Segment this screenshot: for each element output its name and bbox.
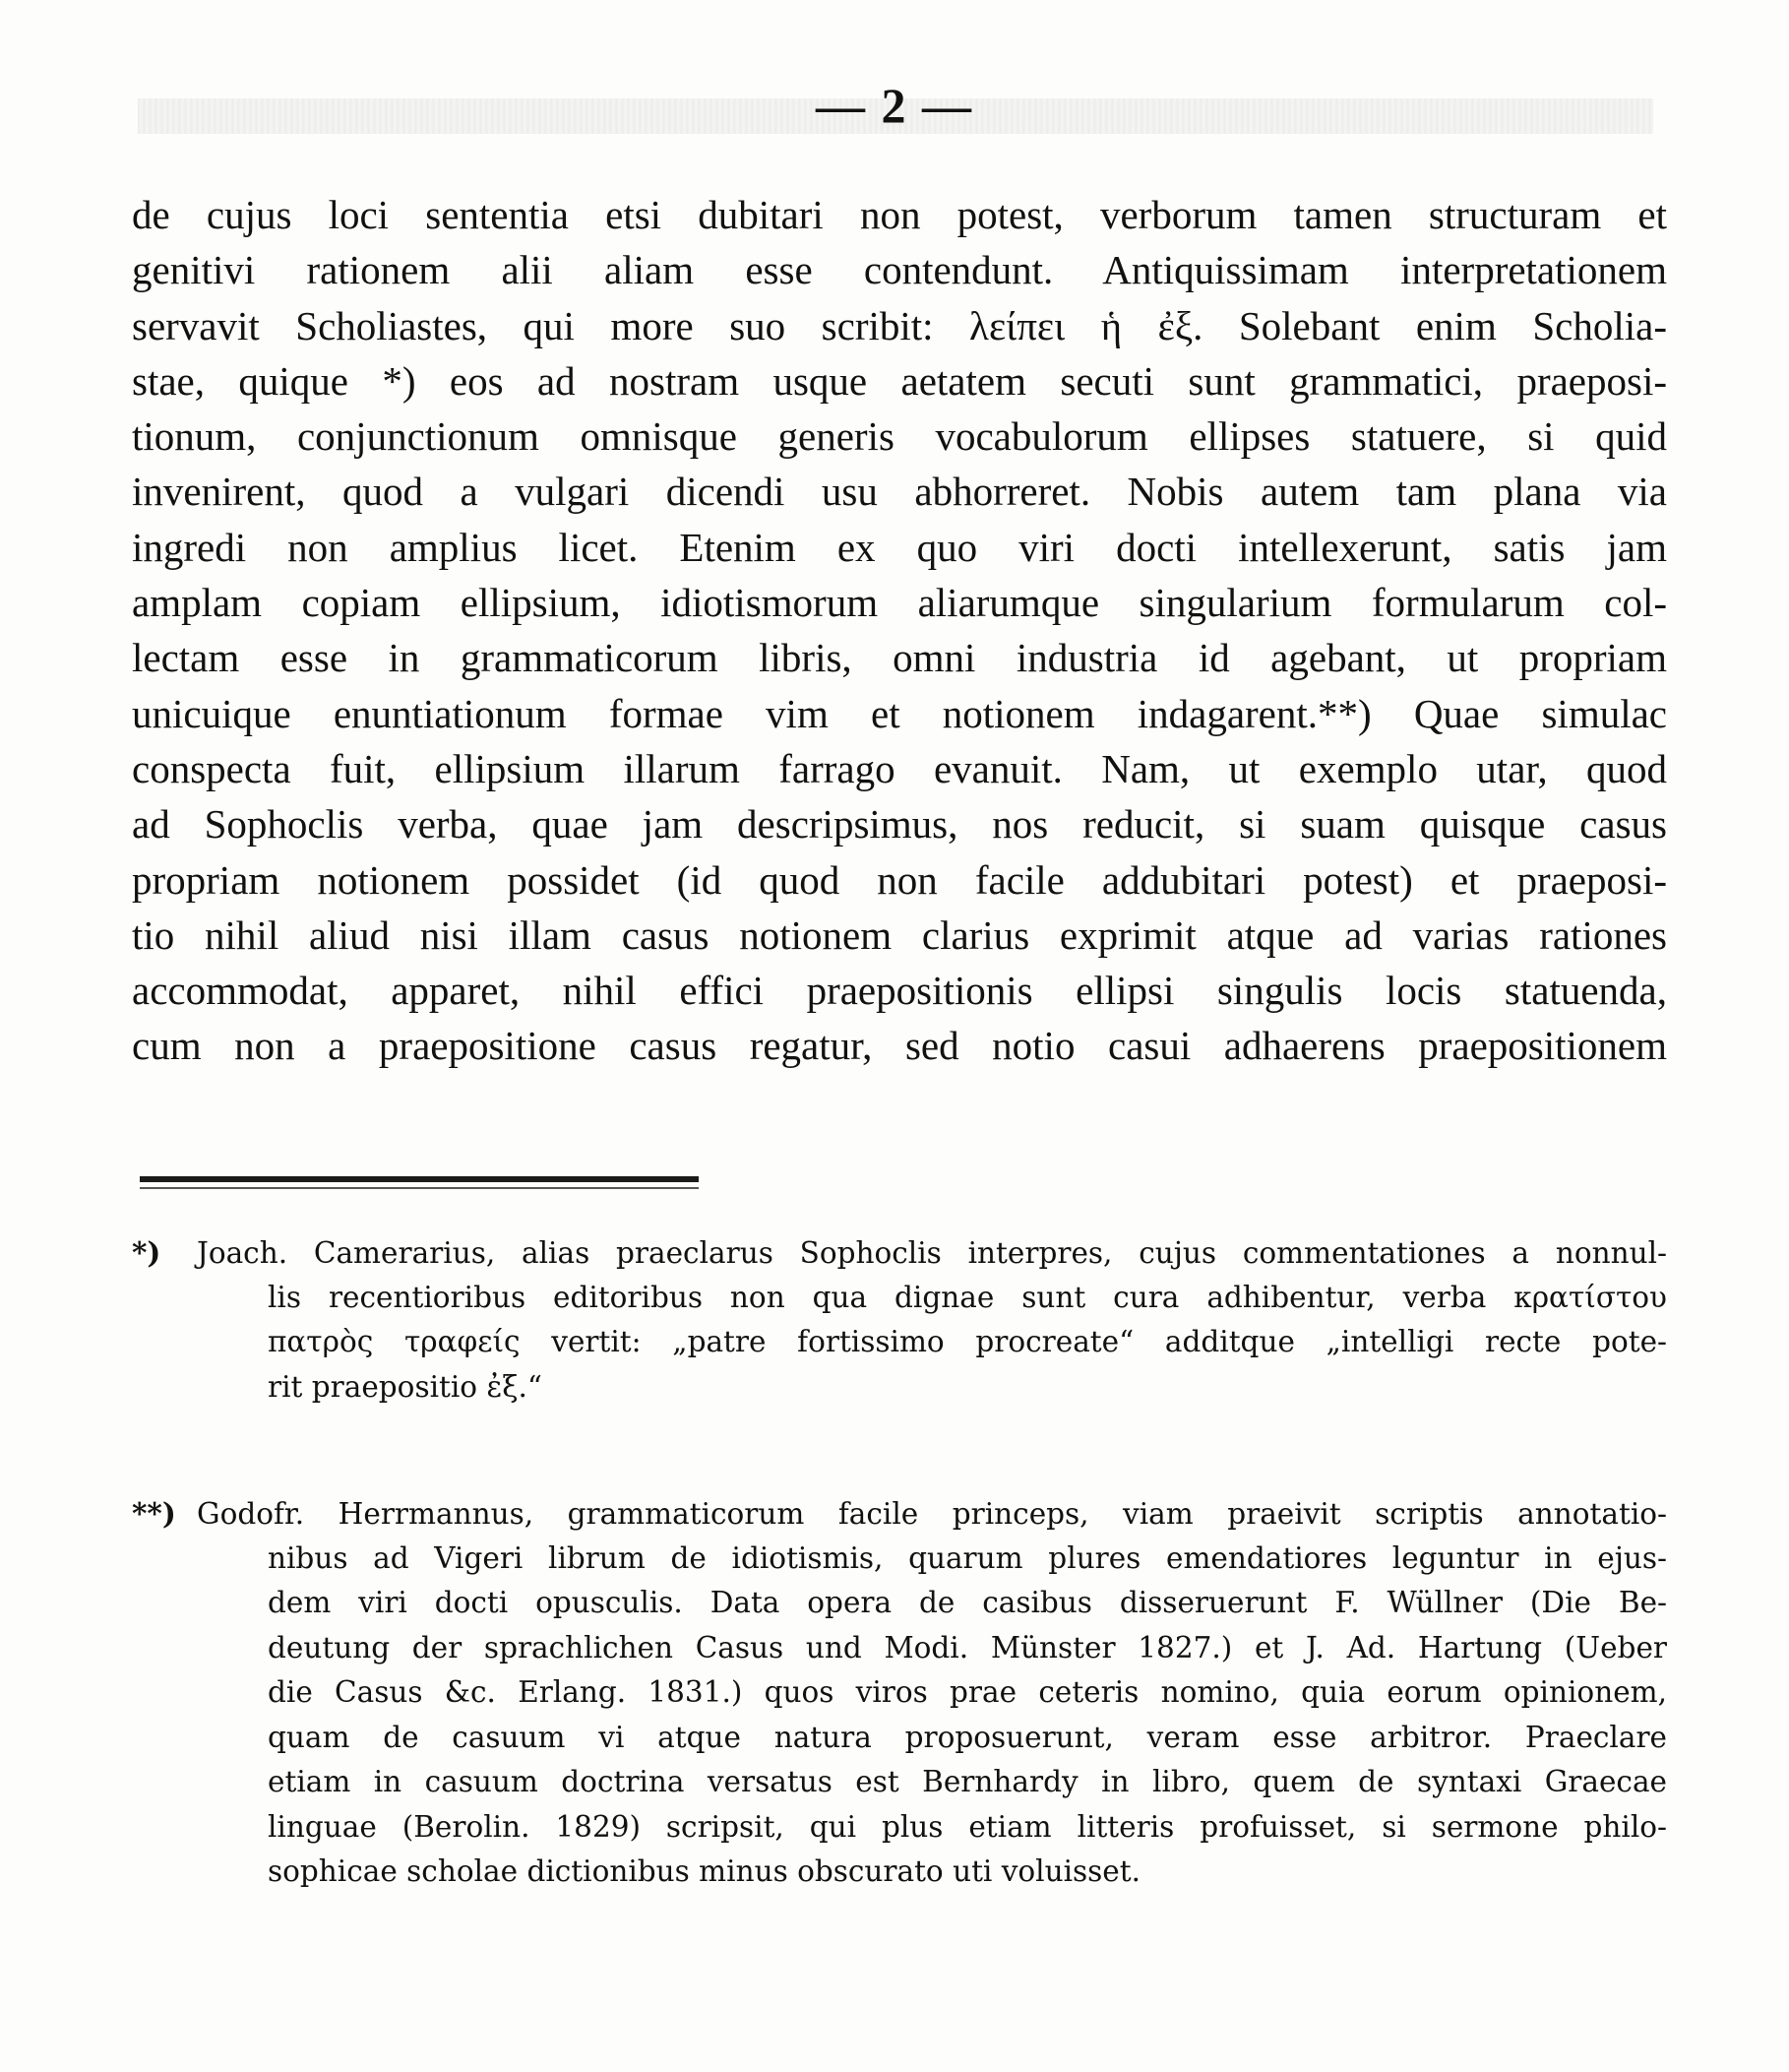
body-line: tio nihil aliud nisi illam casus notionem clarius exprimit atque ad varias rationes bbox=[132, 911, 1667, 958]
footnote-line: lis recentioribus editoribus non qua dignae sunt cura adhibentur, verba κρατίστου bbox=[268, 1280, 1667, 1314]
body-line: genitivi rationem alii aliam esse contendunt. Antiquissimam interpretationem bbox=[132, 247, 1667, 293]
footnote-line bbox=[132, 1491, 1667, 1537]
body-line: accommodat, apparet, nihil effici praepositionis ellipsi singulis locis statuenda, bbox=[132, 968, 1667, 1014]
footnote-line: deutung der sprachlichen Casus und Modi. Münster 1827.) et J. Ad. Hartung (Ueber bbox=[268, 1630, 1667, 1664]
footnote-1 bbox=[132, 1230, 1667, 1410]
footnote-line bbox=[132, 1230, 1667, 1276]
body-line: servavit Scholiastes, qui more suo scribit: λείπει ἡ ἐξ. Solebant enim Scholia- bbox=[132, 302, 1667, 348]
main-text bbox=[132, 187, 1667, 1074]
body-line: de cujus loci sententia etsi dubitari non potest, verborum tamen structuram et bbox=[132, 192, 1667, 237]
body-line: cum non a praepositione casus regatur, sed notio casui adhaerens praepositionem bbox=[132, 1023, 1667, 1069]
footnote-line: etiam in casuum doctrina versatus est Bernhardy in libro, quem de syntaxi Graecae bbox=[268, 1765, 1667, 1798]
body-line: amplam copiam ellipsium, idiotismorum aliarumque singularium formularum col- bbox=[132, 580, 1667, 626]
footnote-text: Godofr. Herrmannus, grammaticorum facile princeps, viam praeivit scriptis annotatio- bbox=[197, 1497, 1667, 1531]
footnote-divider-shadow bbox=[140, 1187, 699, 1189]
footnote-divider bbox=[140, 1176, 699, 1182]
body-line: ingredi non amplius licet. Etenim ex quo viri docti intellexerunt, satis jam bbox=[132, 524, 1667, 570]
footnote-line: die Casus &c. Erlang. 1831.) quos viros prae ceteris nomino, quia eorum opinionem, bbox=[268, 1675, 1667, 1709]
footnote-text: Joach. Camerarius, alias praeclarus Sophoclis interpres, cujus commentationes a nonnul- bbox=[197, 1236, 1667, 1270]
footnote-line: πατρὸς τραφείς vertit: „patre fortissimo procreate“ additque „intelligi recte pote- bbox=[268, 1325, 1667, 1358]
footnote-2 bbox=[132, 1491, 1667, 1895]
footnote-marker: **) bbox=[132, 1496, 176, 1531]
body-line: conspecta fuit, ellipsium illarum farrago evanuit. Nam, ut exemplo utar, quod bbox=[132, 745, 1667, 791]
body-line: unicuique enuntiationum formae vim et notionem indagarent.**) Quae simulac bbox=[132, 690, 1667, 736]
footnote-line: linguae (Berolin. 1829) scripsit, qui plus etiam litteris profuisset, si sermone philo- bbox=[268, 1809, 1667, 1844]
body-line: stae, quique *) eos ad nostram usque aetatem secuti sunt grammatici, praeposi- bbox=[132, 357, 1667, 404]
footnote-line: nibus ad Vigeri librum de idiotismis, quarum plures emendatiores leguntur in ejus- bbox=[268, 1540, 1667, 1575]
footnote-line: dem viri docti opusculis. Data opera de casibus disseruerunt F. Wüllner (Die Be- bbox=[268, 1586, 1667, 1619]
footnote-marker: *) bbox=[132, 1235, 161, 1270]
body-line: invenirent, quod a vulgari dicendi usu abhorreret. Nobis autem tam plana via bbox=[132, 469, 1667, 515]
body-line: tionum, conjunctionum omnisque generis vocabulorum ellipses statuere, si quid bbox=[132, 413, 1667, 460]
footnote-line: sophicae scholae dictionibus minus obscurato uti voluisset. bbox=[268, 1854, 1141, 1888]
page-number: — 2 — bbox=[816, 78, 973, 133]
footnote-line: rit praepositio ἐξ.“ bbox=[268, 1369, 542, 1404]
body-line: propriam notionem possidet (id quod non facile addubitari potest) et praeposi- bbox=[132, 856, 1667, 903]
body-line: ad Sophoclis verba, quae jam descripsimus, nos reducit, si suam quisque casus bbox=[132, 801, 1667, 848]
footnote-line: quam de casuum vi atque natura proposuerunt, veram esse arbitror. Praeclare bbox=[268, 1720, 1667, 1754]
body-line: lectam esse in grammaticorum libris, omni industria id agebant, ut propriam bbox=[132, 635, 1667, 681]
